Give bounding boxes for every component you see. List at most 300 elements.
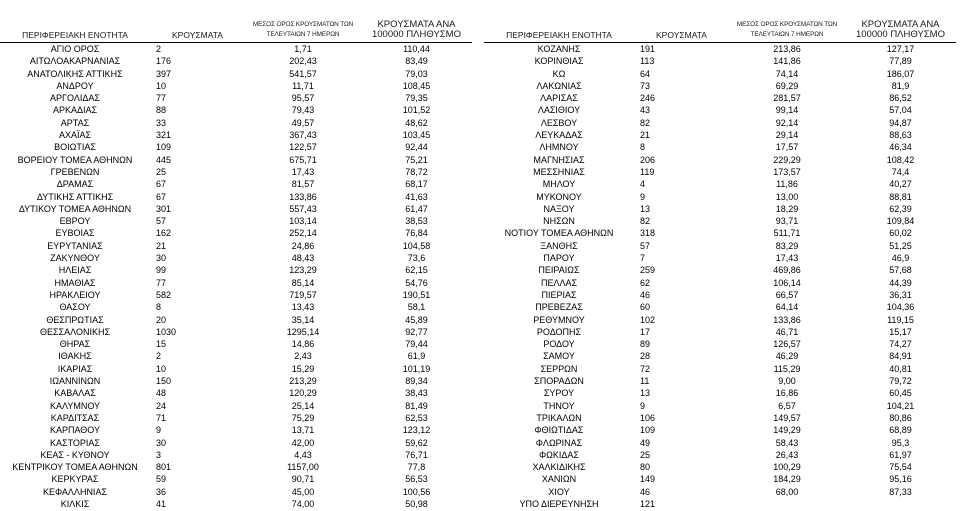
region-name-cell: ΒΟΙΩΤΙΑΣ (54, 142, 96, 153)
region-name-cell: ΦΛΩΡΙΝΑΣ (535, 437, 583, 448)
cases-cell: 99 (156, 265, 167, 276)
per100k-cell: 56,53 (405, 474, 428, 485)
per100k-cell: 104,21 (886, 400, 915, 411)
table-row (0, 473, 472, 485)
cases-cell: 20 (156, 314, 167, 325)
left-table-section (0, 0, 472, 510)
avg7-cell: 106,14 (773, 277, 801, 288)
cases-cell: 67 (156, 179, 167, 190)
per100k-cell: 54,76 (405, 277, 428, 288)
avg7-cell: 184,29 (773, 474, 801, 485)
cases-cell: 8 (156, 302, 162, 313)
table-body-left (0, 43, 472, 511)
table-row (484, 215, 956, 227)
cases-cell: 13 (640, 203, 651, 214)
table-row (0, 400, 472, 412)
per100k-cell: 92,77 (405, 326, 428, 337)
region-name-cell: ΜΑΓΝΗΣΙΑΣ (533, 154, 585, 165)
header-cases: ΚΡΟΥΣΜΑΤΑ (634, 0, 729, 43)
per100k-cell: 44,39 (889, 277, 912, 288)
per100k-cell: 101,52 (402, 105, 431, 116)
cases-cell: 30 (156, 253, 167, 264)
avg7-cell: 557,43 (289, 203, 317, 214)
table-header-row (484, 0, 956, 43)
table-row (484, 68, 956, 80)
table-row (0, 289, 472, 301)
region-name-cell: ΚΩ (552, 68, 566, 79)
avg7-cell: 83,29 (775, 240, 799, 251)
region-name-cell: ΑΧΑΪΑΣ (58, 130, 92, 141)
per100k-cell: 78,72 (405, 166, 428, 177)
avg7-cell: 48,43 (291, 253, 315, 264)
table-body-right (484, 43, 956, 511)
per100k-cell: 119,15 (887, 314, 914, 325)
cases-cell: 82 (640, 216, 651, 227)
avg7-cell: 69,29 (775, 80, 799, 91)
table-row (484, 338, 956, 350)
table-row (0, 314, 472, 326)
cases-cell: 582 (156, 289, 172, 300)
per100k-cell: 87,33 (889, 486, 912, 497)
cases-cell: 8 (640, 142, 646, 153)
region-name-cell: ΣΠΟΡΑΔΩΝ (534, 376, 584, 387)
avg7-cell: 281,57 (773, 93, 801, 104)
avg7-cell: 29,14 (775, 130, 799, 141)
table-row (484, 43, 956, 56)
table-row (484, 424, 956, 436)
table-row (484, 80, 956, 92)
table-row (0, 301, 472, 313)
region-name-cell: ΚΟΖΑΝΗΣ (537, 44, 581, 54)
region-name-cell: ΑΡΓΟΛΙΔΑΣ (50, 93, 100, 104)
region-name-cell: ΜΗΛΟΥ (542, 179, 576, 190)
avg7-cell: 81,57 (291, 179, 315, 190)
table-row (484, 55, 956, 67)
table-row (0, 486, 472, 498)
avg7-cell: 17,43 (291, 166, 315, 177)
avg7-cell: 95,57 (291, 93, 315, 104)
cases-cell: 60 (640, 302, 651, 313)
table-row (484, 350, 956, 362)
table-row (0, 80, 472, 92)
region-name-cell: ΦΩΚΙΔΑΣ (539, 449, 579, 460)
avg7-cell: 99,14 (775, 105, 799, 116)
table-row (0, 178, 472, 190)
table-row (0, 498, 472, 510)
avg7-cell: 13,43 (291, 302, 315, 313)
table-row (484, 141, 956, 153)
per100k-cell: 46,34 (889, 142, 912, 153)
region-name-cell: ΚΕΡΚΥΡΑΣ (51, 474, 99, 485)
region-name-cell: ΘΗΡΑΣ (59, 339, 91, 350)
cases-cell: 89 (640, 339, 651, 350)
region-name-cell: ΝΑΞΟΥ (543, 203, 575, 214)
region-name-cell: ΣΕΡΡΩΝ (540, 363, 578, 374)
avg7-cell: 2,43 (294, 351, 312, 362)
table-row (484, 277, 956, 289)
avg7-cell: 68,00 (775, 486, 799, 497)
per100k-cell: 88,81 (889, 191, 912, 202)
table-row (0, 215, 472, 227)
cases-cell: 191 (640, 44, 656, 54)
avg7-cell: 141,86 (773, 56, 801, 67)
region-name-cell: ΚΑΡΔΙΤΣΑΣ (50, 412, 100, 423)
avg7-cell: 42,00 (291, 437, 315, 448)
per100k-cell: 62,39 (889, 203, 912, 214)
per100k-cell: 79,03 (405, 68, 428, 79)
cases-cell: 62 (640, 277, 651, 288)
region-name-cell: ΑΡΚΑΔΙΑΣ (52, 105, 98, 116)
region-name-cell: ΣΑΜΟΥ (543, 351, 575, 362)
cases-table-left (0, 0, 472, 510)
avg7-cell: 122,57 (289, 142, 317, 153)
per100k-cell: 76,71 (405, 449, 428, 460)
table-row (0, 129, 472, 141)
per100k-cell: 46,9 (891, 253, 910, 264)
avg7-cell: 18,29 (775, 203, 799, 214)
avg7-cell: 85,14 (291, 277, 315, 288)
cases-cell: 4 (640, 179, 646, 190)
header-cases: ΚΡΟΥΣΜΑΤΑ (150, 0, 245, 43)
table-row (0, 191, 472, 203)
per100k-cell: 110,44 (403, 44, 430, 54)
per100k-cell: 58,1 (407, 302, 426, 313)
cases-cell: 2 (156, 351, 162, 362)
table-row (484, 375, 956, 387)
cases-cell: 80 (640, 462, 651, 473)
cases-cell: 301 (156, 203, 172, 214)
avg7-cell: 74,00 (291, 498, 315, 509)
region-name-cell: ΚΟΡΙΝΘΙΑΣ (534, 56, 584, 67)
avg7-cell: 367,43 (289, 130, 317, 141)
cases-cell: 71 (156, 412, 167, 423)
per100k-cell: 104,36 (886, 302, 915, 313)
table-row (484, 203, 956, 215)
cases-cell: 30 (156, 437, 167, 448)
region-name-cell: ΠΙΕΡΙΑΣ (541, 289, 577, 300)
region-name-cell: ΛΕΥΚΑΔΑΣ (535, 130, 583, 141)
per100k-cell: 95,16 (889, 474, 912, 485)
region-name-cell: ΔΡΑΜΑΣ (56, 179, 94, 190)
cases-cell: 77 (156, 93, 167, 104)
avg7-cell: 17,57 (775, 142, 799, 153)
per100k-cell: 186,07 (886, 68, 915, 79)
per100k-cell: 108,45 (402, 80, 431, 91)
per100k-cell: 80,86 (889, 412, 912, 423)
per100k-cell: 15,17 (889, 326, 912, 337)
region-name-cell: ΧΑΝΙΩΝ (541, 474, 577, 485)
table-row (484, 412, 956, 424)
avg7-cell: 511,71 (773, 228, 801, 239)
table-row (484, 166, 956, 178)
region-name-cell: ΝΗΣΩΝ (543, 216, 575, 227)
cases-cell: 17 (640, 326, 651, 337)
avg7-cell: 133,86 (289, 191, 317, 202)
cases-cell: 36 (156, 486, 167, 497)
right-table-section (484, 0, 956, 510)
header-avg7: ΜΕΣΟΣ ΟΡΟΣ ΚΡΟΥΣΜΑΤΩΝ ΤΩΝ ΤΕΛΕΥΤΑΙΩΝ 7 ΗΜΕΡΩΝ (245, 0, 361, 43)
region-name-cell: ΠΑΡΟΥ (543, 253, 575, 264)
region-name-cell: ΘΕΣΠΡΩΤΙΑΣ (46, 314, 104, 325)
cases-cell: 113 (640, 56, 655, 67)
region-name-cell: ΑΓΙΟ ΟΡΟΣ (50, 44, 100, 54)
per100k-cell: 74,27 (889, 339, 912, 350)
table-row (0, 43, 472, 56)
table-row (484, 240, 956, 252)
region-name-cell: ΚΕΝΤΡΙΚΟΥ ΤΟΜΕΑ ΑΘΗΝΩΝ (12, 462, 138, 473)
table-row (0, 363, 472, 375)
per100k-cell: 100,56 (402, 486, 431, 497)
region-name-cell: ΤΡΙΚΑΛΩΝ (536, 412, 582, 423)
per100k-cell: 76,84 (405, 228, 428, 239)
per100k-cell: 62,15 (405, 265, 428, 276)
table-row (484, 92, 956, 104)
table-row (484, 191, 956, 203)
region-name-cell: ΑΡΤΑΣ (60, 117, 90, 128)
table-row (484, 227, 956, 239)
cases-cell: 397 (156, 68, 172, 79)
cases-cell: 2 (156, 44, 162, 54)
cases-cell: 109 (640, 425, 656, 436)
per100k-cell: 57,68 (889, 265, 912, 276)
region-name-cell: ΡΟΔΟΠΗΣ (536, 326, 582, 337)
avg7-cell: 46,71 (775, 326, 799, 337)
table-row (0, 68, 472, 80)
header-region: ΠΕΡΙΦΕΡΕΙΑΚΗ ΕΝΟΤΗΤΑ (0, 0, 150, 43)
avg7-cell: 149,57 (773, 412, 801, 423)
table-row (484, 178, 956, 190)
per100k-cell: 75,21 (405, 154, 428, 165)
per100k-cell: 68,89 (889, 425, 912, 436)
region-name-cell: ΠΕΛΛΑΣ (540, 277, 578, 288)
table-row (0, 338, 472, 350)
avg7-cell: 120,29 (289, 388, 317, 399)
region-name-cell: ΝΟΤΙΟΥ ΤΟΜΕΑ ΑΘΗΝΩΝ (504, 228, 614, 239)
cases-cell: 150 (156, 376, 172, 387)
avg7-cell: 75,29 (291, 412, 315, 423)
table-row (484, 117, 956, 129)
cases-cell: 49 (640, 437, 651, 448)
per100k-cell: 92,44 (405, 142, 428, 153)
region-name-cell: ΡΟΔΟΥ (543, 339, 575, 350)
avg7-cell: 35,14 (291, 314, 315, 325)
cases-cell: 11 (640, 376, 650, 387)
table-row (0, 240, 472, 252)
region-name-cell: ΚΕΦΑΛΛΗΝΙΑΣ (42, 486, 108, 497)
region-name-cell: ΑΝΔΡΟΥ (56, 80, 94, 91)
region-name-cell: ΡΕΘΥΜΝΟΥ (533, 314, 585, 325)
cases-cell: 73 (640, 80, 651, 91)
cases-cell: 64 (640, 68, 651, 79)
table-row (0, 437, 472, 449)
cases-cell: 7 (640, 253, 646, 264)
avg7-cell: 213,86 (773, 44, 801, 54)
avg7-cell: 24,86 (291, 240, 315, 251)
region-name-cell: ΛΗΜΝΟΥ (539, 142, 579, 153)
per100k-cell: 79,35 (405, 93, 428, 104)
cases-cell: 82 (640, 117, 651, 128)
cases-cell: 149 (640, 474, 656, 485)
region-name-cell: ΥΠΟ ΔΙΕΡΕΥΝΗΣΗ (519, 498, 599, 509)
cases-cell: 10 (156, 80, 167, 91)
cases-cell: 72 (640, 363, 651, 374)
table-row (0, 227, 472, 239)
per100k-cell: 50,98 (405, 498, 428, 509)
cases-cell: 119 (640, 166, 655, 177)
region-name-cell: ΛΑΡΙΣΑΣ (540, 93, 578, 104)
cases-cell: 9 (640, 400, 646, 411)
table-row (0, 277, 472, 289)
per100k-cell: 101,19 (402, 363, 431, 374)
cases-cell: 46 (640, 289, 651, 300)
per100k-cell: 104,58 (402, 240, 431, 251)
avg7-cell: 74,14 (775, 68, 799, 79)
region-name-cell: ΜΕΣΣΗΝΙΑΣ (533, 166, 585, 177)
region-name-cell: ΓΡΕΒΕΝΩΝ (50, 166, 100, 177)
table-row (0, 117, 472, 129)
per100k-cell: 74,4 (891, 166, 910, 177)
region-name-cell: ΙΚΑΡΙΑΣ (57, 363, 93, 374)
cases-cell: 162 (156, 228, 172, 239)
cases-cell: 77 (156, 277, 167, 288)
table-row (0, 461, 472, 473)
header-per100k: ΚΡΟΥΣΜΑΤΑ ΑΝΑ 100000 ΠΛΗΘΥΣΜΟ (845, 0, 956, 43)
avg7-cell: 103,14 (289, 216, 317, 227)
region-name-cell: ΚΙΛΚΙΣ (60, 498, 90, 509)
cases-cell: 445 (156, 154, 172, 165)
avg7-cell: 1157,00 (287, 462, 319, 473)
region-name-cell: ΚΕΑΣ - ΚΥΘΝΟΥ (40, 449, 110, 460)
avg7-cell: 115,29 (773, 363, 801, 374)
cases-cell: 57 (156, 216, 167, 227)
table-row (0, 326, 472, 338)
table-row (484, 400, 956, 412)
region-name-cell: ΑΝΑΤΟΛΙΚΗΣ ΑΤΤΙΚΗΣ (27, 68, 123, 79)
cases-cell: 9 (156, 425, 162, 436)
per100k-cell: 57,04 (889, 105, 912, 116)
per100k-cell: 127,17 (886, 44, 915, 54)
table-row (0, 252, 472, 264)
table-row (484, 314, 956, 326)
per100k-cell: 89,34 (405, 376, 428, 387)
cases-cell: 41 (156, 498, 167, 509)
cases-cell: 21 (156, 240, 167, 251)
per100k-cell (845, 498, 956, 510)
per100k-cell: 48,62 (405, 117, 428, 128)
table-row (0, 387, 472, 399)
avg7-cell: 719,57 (289, 289, 317, 300)
avg7-cell: 25,14 (291, 400, 315, 411)
per100k-cell: 61,9 (407, 351, 426, 362)
region-name-cell: ΔΥΤΙΚΟΥ ΤΟΜΕΑ ΑΘΗΝΩΝ (18, 203, 132, 214)
table-row (484, 473, 956, 485)
cases-cell: 33 (156, 117, 167, 128)
per100k-cell: 68,17 (405, 179, 428, 190)
region-name-cell: ΑΙΤΩΛΟΑΚΑΡΝΑΝΙΑΣ (29, 56, 121, 67)
per100k-cell: 190,51 (402, 289, 431, 300)
table-row (484, 154, 956, 166)
avg7-cell: 133,86 (773, 314, 801, 325)
avg7-cell: 675,71 (289, 154, 317, 165)
region-name-cell: ΠΡΕΒΕΖΑΣ (535, 302, 583, 313)
table-row (0, 449, 472, 461)
avg7-cell: 11,86 (776, 179, 798, 190)
avg7-cell: 123,29 (289, 265, 317, 276)
avg7-cell: 16,86 (775, 388, 799, 399)
table-row (484, 449, 956, 461)
per100k-cell: 60,45 (889, 388, 912, 399)
table-row (0, 154, 472, 166)
cases-cell: 28 (640, 351, 651, 362)
region-name-cell: ΙΩΑΝΝΙΝΩΝ (49, 376, 101, 387)
region-name-cell: ΚΑΡΠΑΘΟΥ (49, 425, 101, 436)
per100k-cell: 73,6 (407, 253, 426, 264)
region-name-cell: ΚΑΛΥΜΝΟΥ (49, 400, 101, 411)
per100k-cell: 77,8 (407, 462, 426, 473)
cases-cell: 46 (640, 486, 651, 497)
cases-cell: 318 (640, 228, 656, 239)
cases-cell: 246 (640, 93, 656, 104)
per100k-cell: 36,31 (889, 289, 912, 300)
region-name-cell: ΦΘΙΩΤΙΔΑΣ (534, 425, 584, 436)
avg7-cell: 46,29 (775, 351, 799, 362)
table-row (0, 166, 472, 178)
region-name-cell: ΞΑΝΘΗΣ (540, 240, 578, 251)
cases-cell: 801 (156, 462, 172, 473)
avg7-cell: 13,71 (291, 425, 315, 436)
region-name-cell: ΔΥΤΙΚΗΣ ΑΤΤΙΚΗΣ (36, 191, 114, 202)
table-row (0, 141, 472, 153)
avg7-cell: 49,57 (291, 117, 315, 128)
region-name-cell: ΣΥΡΟΥ (543, 388, 575, 399)
region-name-cell: ΗΜΑΘΙΑΣ (54, 277, 96, 288)
avg7-cell: 13,00 (775, 191, 799, 202)
avg7-cell: 26,43 (775, 449, 799, 460)
table-row (484, 301, 956, 313)
table-row (0, 375, 472, 387)
per100k-cell: 75,54 (889, 462, 912, 473)
avg7-cell: 11,71 (292, 80, 314, 91)
region-name-cell: ΗΛΕΙΑΣ (58, 265, 92, 276)
region-name-cell: ΘΑΣΟΥ (59, 302, 91, 313)
per100k-cell: 108,42 (886, 154, 915, 165)
table-row (0, 92, 472, 104)
table-row (0, 203, 472, 215)
avg7-cell: 14,86 (291, 339, 315, 350)
per100k-cell: 38,53 (405, 216, 428, 227)
region-name-cell: ΕΥΡΥΤΑΝΙΑΣ (47, 240, 103, 251)
region-name-cell: ΛΑΚΩΝΙΑΣ (536, 80, 582, 91)
region-name-cell: ΛΕΣΒΟΥ (540, 117, 578, 128)
region-name-cell: ΖΑΚΥΝΘΟΥ (50, 253, 100, 264)
per100k-cell: 79,72 (889, 376, 912, 387)
region-name-cell: ΕΒΡΟΥ (59, 216, 91, 227)
cases-cell: 15 (156, 339, 167, 350)
table-row (484, 289, 956, 301)
cases-cell: 25 (156, 166, 167, 177)
per100k-cell: 41,63 (405, 191, 428, 202)
table-row (0, 424, 472, 436)
per100k-cell: 109,84 (886, 216, 915, 227)
region-name-cell: ΧΑΛΚΙΔΙΚΗΣ (532, 462, 586, 473)
region-name-cell: ΒΟΡΕΙΟΥ ΤΟΜΕΑ ΑΘΗΝΩΝ (17, 154, 133, 165)
per100k-cell: 60,02 (889, 228, 912, 239)
header-per100k: ΚΡΟΥΣΜΑΤΑ ΑΝΑ 100000 ΠΛΗΘΥΣΜΟ (361, 0, 472, 43)
cases-cell: 48 (156, 388, 167, 399)
per100k-cell: 45,89 (405, 314, 428, 325)
per100k-cell: 95,3 (891, 437, 910, 448)
cases-cell: 21 (640, 130, 651, 141)
